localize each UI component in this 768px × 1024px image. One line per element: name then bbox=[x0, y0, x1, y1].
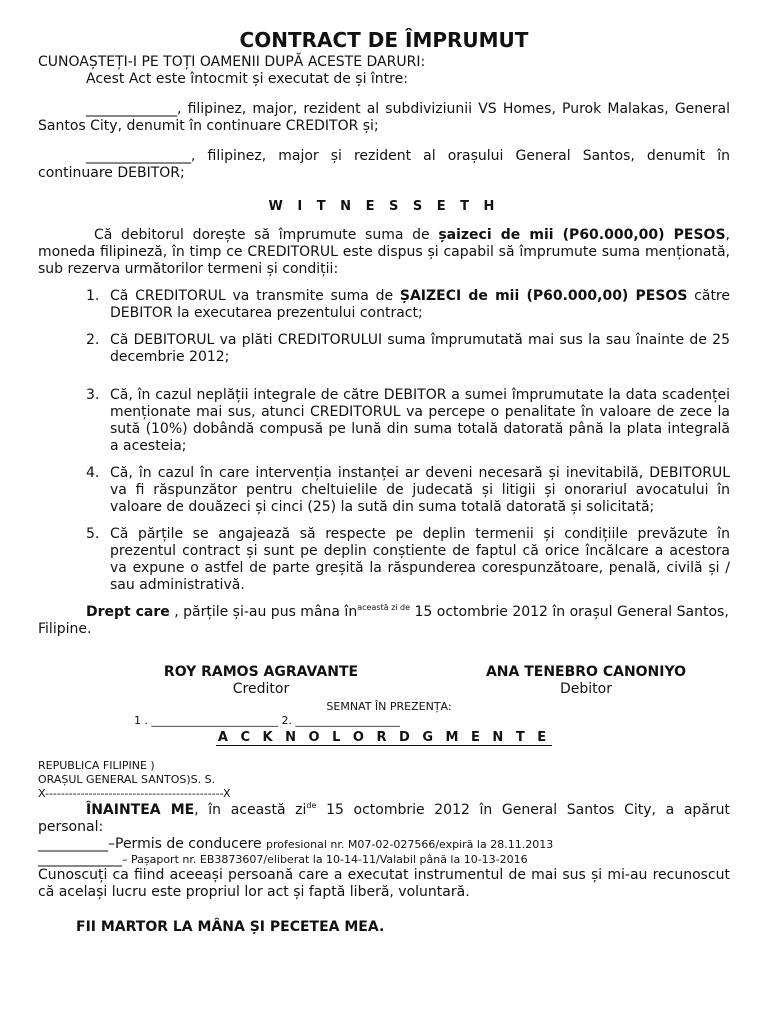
terms-list bbox=[38, 288, 730, 594]
term-item bbox=[38, 526, 730, 594]
witness-signature-lines: 1 . _______________________ 2. ___________________ bbox=[134, 714, 400, 727]
before-me-bold: ÎNAINTEA ME bbox=[86, 802, 195, 818]
id-line-2 bbox=[38, 852, 730, 867]
term-number: 1. bbox=[86, 288, 100, 304]
witnesseth-heading: W I T N E S S E T H bbox=[268, 199, 500, 214]
term-number: 3. bbox=[86, 387, 100, 403]
term-number: 5. bbox=[86, 526, 100, 542]
intro-act-line: Acest Act este întocmit și executat de și între: bbox=[86, 71, 408, 87]
term-text: Că DEBITORUL va plăti CREDITORULUI suma împrumutată mai sus la sau înainte de 25 decembrie 2012; bbox=[110, 332, 730, 365]
term-text: Că părțile se angajează să respecte pe deplin termenii și condițiile prevăzute în prezentul contract și sunt pe deplin conștiente de faptul că orice încălcare a acestora va expune o astfel de parte greșită la răspunderea corespunzătoare, penală, civilă și / sau administrativă. bbox=[110, 526, 730, 593]
term-text: Că, în cazul în care intervenția instanței ar deveni necesară și inevitabilă, DEBITORUL va fi răspunzător pentru cheltuielile de judecată și litigii și onorariul avocatului în valoare de douăzeci și cinci (25) la sută din suma totală datorată și solicitată; bbox=[110, 465, 730, 515]
debtor-role: Debitor bbox=[560, 681, 612, 697]
debtor-name: ANA TENEBRO CANONIYO bbox=[485, 664, 687, 680]
debtor-signature bbox=[470, 664, 702, 698]
term-item bbox=[38, 387, 730, 455]
venue-republic: REPUBLICA FILIPINE ) bbox=[38, 759, 155, 772]
document-page bbox=[38, 28, 730, 935]
intro-line: CUNOAȘTEȚI-I PE TOȚI OAMENII DUPĂ ACESTE DARURI: bbox=[38, 54, 426, 70]
id-blank: __________ bbox=[38, 836, 108, 852]
creditor-paragraph: _____________, filipinez, major, rezident al subdiviziunii VS Homes, Purok Malakas, General Santos City, denumit în continuare CREDITOR și; bbox=[38, 101, 730, 134]
purpose-amount: șaizeci de mii (P60.000,00) PESOS bbox=[438, 227, 726, 243]
acknowledgment-title: A C K N O L O R D G M E N T E bbox=[217, 730, 551, 745]
id-details: profesional nr. M07-02-027566/expiră la 28.11.2013 bbox=[266, 838, 554, 851]
creditor-name: ROY RAMOS AGRAVANTE bbox=[163, 664, 359, 680]
purpose-paragraph bbox=[38, 227, 730, 278]
signature-block bbox=[38, 664, 730, 698]
acknowledgment-text: Cunoscuți ca fiind aceeași persoană care a executat instrumentul de mai sus și mi-au recunoscut că același lucru este propriul lor act și faptă liberă, voluntară. bbox=[38, 867, 730, 900]
final-attestation: FII MARTOR LA MÂNA ȘI PECETEA MEA. bbox=[76, 919, 385, 935]
debtor-paragraph: _______________, filipinez, major și rezident al orașului General Santos, denumit în continuare DEBITOR; bbox=[38, 148, 730, 181]
venue-block bbox=[38, 759, 730, 801]
signed-presence-label: SEMNAT ÎN PREZENȚA: bbox=[326, 700, 452, 713]
before-me-text: , în această zi bbox=[194, 802, 307, 818]
before-me-superscript: de bbox=[306, 801, 317, 810]
id-details: – Pașaport nr. EB3873607/eliberat la 10-14-11/Valabil până la 10-13-2016 bbox=[122, 853, 528, 866]
closing-paragraph bbox=[38, 604, 730, 638]
id-line-1 bbox=[38, 836, 730, 852]
closing-superscript: această zi de bbox=[357, 603, 411, 612]
before-me-date: 15 octombrie 2012 în General Santos City, a apărut personal: bbox=[38, 802, 730, 835]
venue-city: ORAȘUL GENERAL SANTOS)S. S. bbox=[38, 773, 216, 786]
id-blank: ____________ bbox=[38, 851, 122, 867]
closing-bold: Drept care bbox=[86, 604, 170, 620]
creditor-role: Creditor bbox=[232, 681, 290, 697]
purpose-text-post: , moneda filipineză, în timp ce CREDITORUL este dispus și capabil să împrumute suma menționată, sub rezerva următorilor termeni și condiții: bbox=[38, 227, 730, 277]
venue-divider: X---------------------------------------------X bbox=[38, 787, 231, 800]
term-number: 2. bbox=[86, 332, 100, 348]
id-type: –Permis de conducere bbox=[108, 836, 267, 852]
term-text-post: către DEBITOR la executarea prezentului contract; bbox=[110, 288, 730, 321]
closing-text: , părțile și-au pus mâna în bbox=[169, 604, 358, 620]
term-text: Că, în cazul neplății integrale de către DEBITOR a sumei împrumutate la data scadenței menționate mai sus, atunci CREDITORUL va percepe o penalitate în valoare de zece la sută (10%) dobândă compusă pe lună din suma totală datorată până la plata integrală a acesteia; bbox=[110, 387, 730, 454]
document-title: CONTRACT DE ÎMPRUMUT bbox=[239, 28, 529, 52]
creditor-signature bbox=[146, 664, 376, 698]
term-text-pre: Că CREDITORUL va transmite suma de bbox=[110, 288, 400, 304]
term-item bbox=[38, 332, 730, 366]
term-item bbox=[38, 288, 730, 322]
acknowledgment-heading bbox=[38, 730, 730, 745]
purpose-text-pre: Că debitorul dorește să împrumute suma de bbox=[94, 227, 439, 243]
closing-date: 15 octombrie 2012 în orașul General Santos, Filipine. bbox=[38, 604, 729, 637]
term-number: 4. bbox=[86, 465, 100, 481]
before-me-paragraph bbox=[38, 802, 730, 836]
term-item bbox=[38, 465, 730, 516]
term-amount: ȘAIZECI de mii (P60.000,00) PESOS bbox=[399, 288, 688, 304]
